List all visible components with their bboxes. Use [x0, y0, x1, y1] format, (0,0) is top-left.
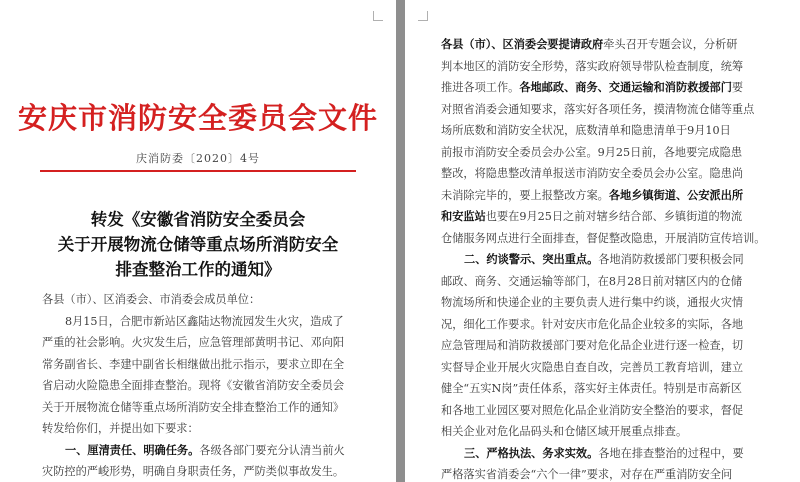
body-line: 判本地区的消防安全形势，落实政府领导带队检查制度，统筹 [441, 59, 744, 73]
body-line: 前报市消防安全委员会办公室。9月25日前，各地要完成隐患 [441, 145, 743, 159]
body-line: 邮政、商务、交通运输等部门，在8月28日前对辖区内的仓储 [441, 274, 743, 288]
bold-phrase: 各地乡镇街道、公安派出所 [608, 187, 744, 202]
section-2-text: 各地消防救援部门要积极会同 [598, 253, 744, 266]
body-line: 健全“五实N岗”责任体系，落实好主体责任。特别是市高新区 [441, 382, 742, 395]
body-line [441, 206, 778, 228]
bold-phrase: 和安监站 [441, 209, 486, 223]
document-page-left [0, 0, 396, 482]
body-line: 对照省消委会通知要求，落实好各项任务，摸清物流仓储等重点 [441, 102, 755, 116]
body-line: 常务副省长、李建中副省长相继做出批示指示，要求立即在全 [42, 357, 345, 371]
body-phrase: 也要在9月25日之前对辖乡结合部、乡镇街道的物流 [485, 210, 743, 223]
body-line: 应急管理局和消防救援部门要对危化品企业进行逐一检查，切 [441, 339, 744, 352]
body-line: 物流场所和快递企业的主要负责人进行集中约谈，通报火灾情 [441, 296, 744, 309]
body-line: 况，细化工作要求。针对安庆市危化品企业较多的实际，各地 [441, 317, 744, 331]
body-line: 和各地工业园区要对照危化品企业消防安全整治的要求，督促 [441, 403, 744, 417]
body-phrase: 未消除完毕的，要上报整改方案。 [441, 188, 609, 202]
body-line: 整改，将隐患整改清单报送市消防安全委员会办公室。隐患尚 [441, 167, 744, 180]
page-corner-mark [373, 11, 383, 21]
body-line: 8月15日，合肥市新站区鑫陆达物流园发生火灾，造成了 [65, 314, 344, 328]
body-line [441, 185, 778, 207]
body-line: 严重的社会影响。火灾发生后，应急管理部黄明书记、邓向阳 [42, 336, 345, 349]
body-line: 仓储服务网点进行全面排查，督促整改隐患，开展消防宣传培训。 [441, 231, 766, 245]
section-3-line [441, 443, 778, 465]
notice-title-line: 关于开展物流仓储等重点场所消防安全 [57, 235, 339, 254]
body-line: 场所底数和消防安全状况，底数清单和隐患清单于9月10日 [441, 124, 731, 137]
notice-title-line: 转发《安徽省消防安全委员会 [90, 210, 306, 229]
section-1-heading: 一、厘清责任、明确任务。 [65, 442, 200, 457]
notice-title-line: 排查整治工作的通知》 [115, 260, 281, 279]
section-1-text: 各级各部门要充分认清当前火 [199, 443, 345, 457]
document-number: 庆消防委〔2020〕4号 [136, 152, 260, 165]
salutation: 各县（市）、区消委会、市消委会成员单位： [42, 293, 261, 306]
body-phrase: 要 [731, 81, 744, 94]
section-2-heading: 二、约谈警示、突出重点。 [464, 252, 599, 266]
right-body-text [441, 34, 778, 482]
section-3-heading: 三、严格执法、务求实效。 [464, 445, 599, 460]
red-divider-line [40, 170, 356, 172]
body-phrase: 牵头召开专题会议，分析研 [603, 38, 738, 51]
body-line: 省启动火险隐患全面排查整治。现将《安徽省消防安全委员会 [42, 379, 345, 392]
page-gap-scrollbar[interactable] [396, 0, 405, 482]
bold-phrase: 各地邮政、商务、交通运输和消防救援部门 [519, 80, 732, 94]
section-1-line [42, 440, 376, 462]
body-line: 实督导企业开展火灾隐患自查自改，完善员工教育培训，建立 [441, 360, 744, 374]
body-phrase: 推进各项工作。 [441, 81, 520, 94]
body-line: 转发给你们，并提出如下要求： [42, 422, 199, 435]
body-line [441, 34, 778, 56]
body-line: 灾防控的严峻形势，明确自身职责任务，严防类似事故发生。 [42, 465, 345, 478]
left-body-text [42, 289, 376, 482]
page-corner-mark [418, 11, 428, 21]
body-line: 相关企业对危化品码头和仓储区域开展重点排查。 [441, 425, 688, 438]
bold-phrase: 各县（市）、区消委会要提请政府 [441, 37, 604, 51]
document-page-right [405, 0, 800, 482]
body-line: 关于开展物流仓储等重点场所消防安全排查整治工作的通知》 [42, 400, 345, 414]
section-2-line [441, 249, 778, 271]
body-line: 严格落实省消委会“六个一律”要求，对存在严重消防安全问 [441, 468, 733, 481]
body-line [441, 77, 778, 99]
section-3-text: 各地在排查整治的过程中，要 [598, 446, 744, 460]
document-header-title: 安庆市消防安全委员会文件 [17, 101, 378, 135]
notice-title [0, 207, 396, 282]
